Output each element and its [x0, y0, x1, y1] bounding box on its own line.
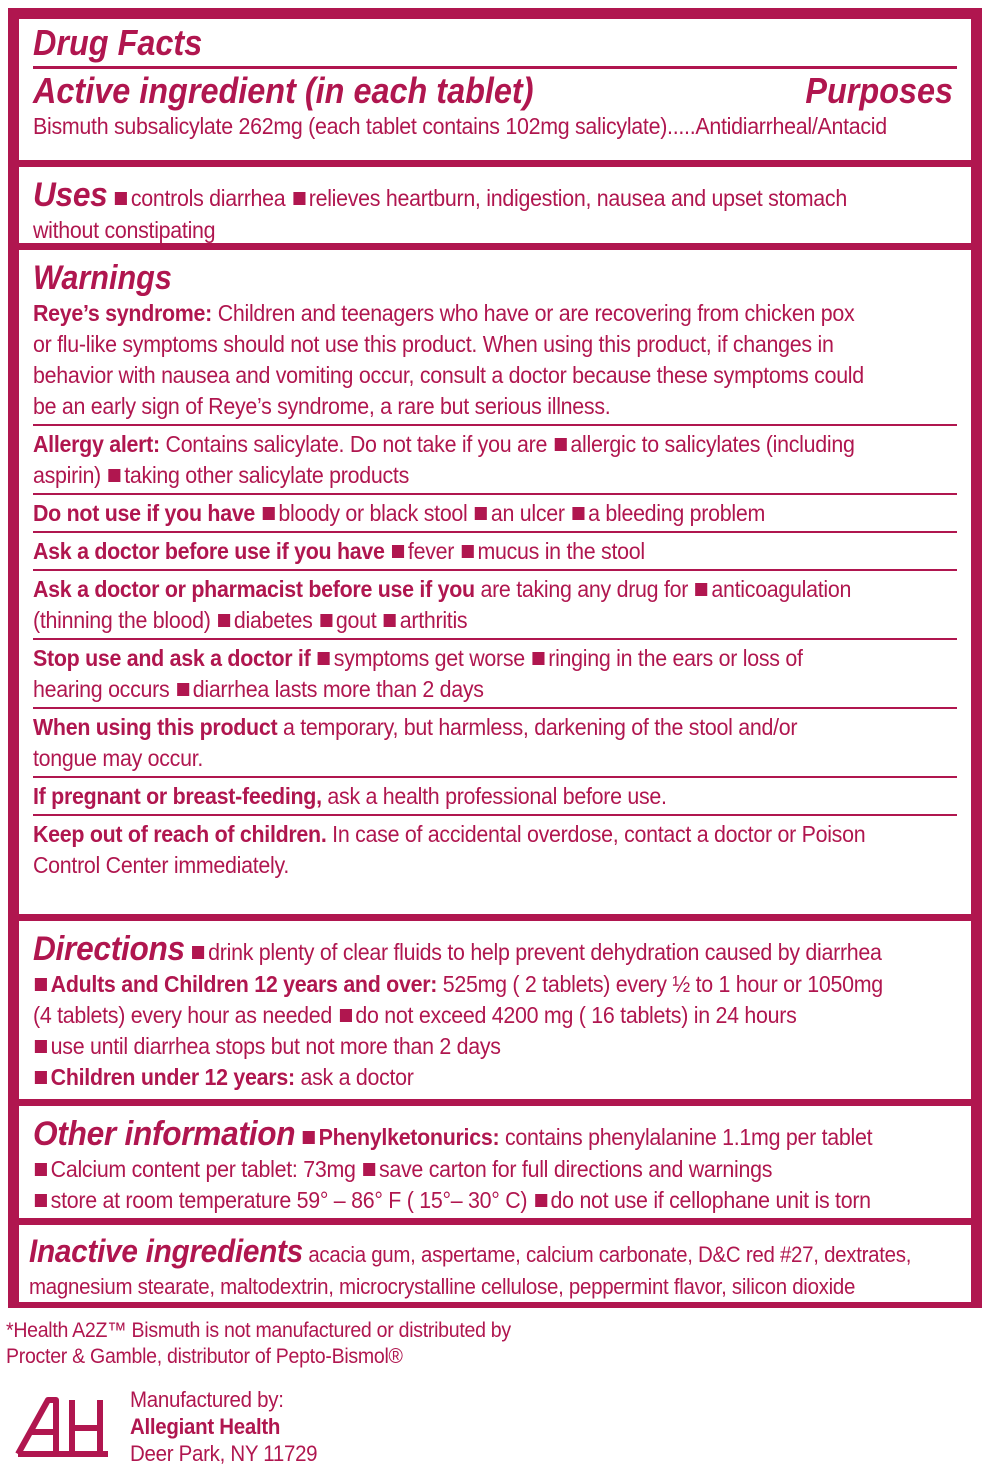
drug-facts-title: Drug Facts: [33, 22, 203, 63]
inactive-ingredients-panel: [19, 1225, 971, 1302]
bullet-icon: [318, 652, 330, 665]
adults-text: (4 tablets) every hour as needed: [33, 1002, 338, 1028]
inactive-ingredients-heading: Inactive ingredients: [29, 1233, 303, 1269]
uses-item: controls diarrhea: [130, 185, 286, 211]
manufacturer-info: [130, 1386, 331, 1467]
divider: [33, 424, 957, 426]
ask-doctor-line: [33, 536, 892, 567]
divider: [33, 66, 957, 69]
stop-use-item: ringing in the ears or loss of: [548, 645, 803, 671]
ask-pharmacist-item: diabetes: [233, 607, 313, 633]
do-not-use-item: bloody or black stool: [278, 500, 468, 526]
adults-text: 525mg ( 2 tablets) every ½ to 1 hour or 1050mg: [437, 971, 883, 997]
active-ingredient-line: Bismuth subsalicylate 262mg (each tablet contains 102mg salicylate).....Antidiarrheal/Antacid: [33, 113, 887, 139]
disclaimer-line: *Health A2Z™ Bismuth is not manufactured or distributed by: [6, 1319, 511, 1342]
reye-line: behavior with nausea and vomiting occur, consult a doctor because these symptoms could: [33, 362, 864, 388]
when-using-label: When using this product: [33, 714, 278, 740]
bullet-icon: [35, 1163, 47, 1176]
bullet-icon: [108, 469, 120, 482]
do-not-use-item: a bleeding problem: [588, 500, 766, 526]
when-using-line: [33, 712, 892, 743]
divider: [33, 531, 957, 533]
directions-item: do not exceed 4200 mg ( 16 tablets) in 24 hours: [355, 1002, 797, 1028]
bullet-icon: [293, 192, 305, 205]
allergy-line: [33, 460, 892, 491]
bullet-icon: [340, 1009, 352, 1022]
divider: [33, 638, 957, 640]
divider: [33, 776, 957, 778]
bullet-icon: [475, 507, 487, 520]
bullet-icon: [35, 1040, 47, 1053]
bullet-icon: [35, 1071, 47, 1084]
ask-doctor-label: Ask a doctor before use if you have: [33, 538, 385, 564]
active-ingredient-heading: Active ingredient (in each tablet): [33, 70, 534, 111]
ask-pharmacist-item: gout: [335, 607, 377, 633]
bullet-icon: [535, 1194, 547, 1207]
reye-text: Children and teenagers who have or are recovering from chicken pox: [212, 300, 855, 326]
bullet-icon: [320, 614, 332, 627]
uses-line-2: without constipating: [33, 217, 216, 243]
company-name: Allegiant Health: [130, 1414, 281, 1439]
when-using-text: a temporary, but harmless, darkening of the stool and/or: [277, 714, 798, 740]
other-information-heading: Other information: [33, 1115, 296, 1153]
when-using-line: tongue may occur.: [33, 745, 204, 771]
disclaimer-line: Procter & Gamble, distributor of Pepto-Bismol®: [6, 1345, 403, 1368]
inactive-line-2: magnesium stearate, maltodextrin, microcrystalline cellulose, peppermint flavor, silicon dioxide: [29, 1274, 856, 1299]
directions-item: drink plenty of clear fluids to help prevent dehydration caused by diarrhea: [208, 939, 882, 965]
stop-use-item: diarrhea lasts more than 2 days: [192, 676, 484, 702]
other-line: [33, 1154, 892, 1185]
inactive-line-1: [29, 1231, 912, 1271]
allergy-item: aspirin): [33, 462, 107, 488]
bullet-icon: [384, 614, 396, 627]
children-label: Children under 12 years:: [50, 1064, 295, 1090]
warnings-heading: Warnings: [33, 259, 172, 297]
directions-panel: [19, 921, 971, 1099]
ask-pharmacist-item: anticoagulation: [711, 576, 852, 602]
divider: [33, 493, 957, 495]
ask-doctor-item: fever: [407, 538, 455, 564]
ask-pharmacist-line: [33, 605, 892, 636]
manufactured-by-label: Manufactured by:: [130, 1387, 284, 1412]
bullet-icon: [696, 583, 708, 596]
allergy-item: taking other salicylate products: [124, 462, 409, 488]
warnings-panel: [19, 250, 971, 914]
pku-label: Phenylketonurics:: [318, 1124, 500, 1150]
pregnant-text: ask a health professional before use.: [321, 783, 667, 809]
bullet-icon: [303, 1131, 315, 1144]
other-item: save carton for full directions and warnings: [378, 1156, 773, 1182]
allergy-line: [33, 429, 892, 460]
bullet-icon: [35, 1194, 47, 1207]
bullet-icon: [555, 438, 567, 451]
bullet-icon: [115, 192, 127, 205]
do-not-use-item: an ulcer: [490, 500, 565, 526]
directions-line-1: [33, 929, 892, 969]
bullet-icon: [177, 683, 189, 696]
divider: [33, 814, 957, 816]
directions-line: [33, 969, 892, 1000]
divider: [33, 569, 957, 571]
other-line-1: [33, 1114, 892, 1154]
directions-line: [33, 1031, 892, 1062]
stop-use-item: hearing occurs: [33, 676, 176, 702]
pregnant-label: If pregnant or breast-feeding,: [33, 783, 322, 809]
stop-use-item: symptoms get worse: [333, 645, 525, 671]
reye-line: [33, 298, 892, 329]
other-information-panel: [19, 1106, 971, 1218]
bullet-icon: [392, 545, 404, 558]
bullet-icon: [572, 507, 584, 520]
reye-label: Reye’s syndrome:: [33, 300, 213, 326]
bullet-icon: [192, 946, 204, 959]
inactive-text: acacia gum, aspertame, calcium carbonate, D&C red #27, dextrates,: [302, 1242, 912, 1267]
bullet-icon: [363, 1163, 375, 1176]
do-not-use-label: Do not use if you have: [33, 500, 256, 526]
bullet-icon: [462, 545, 474, 558]
stop-use-label: Stop use and ask a doctor if: [33, 645, 311, 671]
allergy-label: Allergy alert:: [33, 431, 160, 457]
children-text: ask a doctor: [294, 1064, 414, 1090]
company-address: Deer Park, NY 11729: [130, 1441, 318, 1466]
stop-use-line: [33, 643, 892, 674]
bullet-icon: [263, 507, 275, 520]
ask-pharmacist-text: (thinning the blood): [33, 607, 217, 633]
keep-out-line: Control Center immediately.: [33, 852, 289, 878]
purposes-heading: Purposes: [805, 70, 953, 111]
keep-out-text: In case of accidental overdose, contact a doctor or Poison: [326, 821, 866, 847]
other-line: [33, 1185, 892, 1216]
ask-doctor-item: mucus in the stool: [477, 538, 645, 564]
uses-heading: Uses: [33, 176, 108, 214]
directions-item: use until diarrhea stops but not more than 2 days: [50, 1033, 501, 1059]
keep-out-label: Keep out of reach of children.: [33, 821, 327, 847]
pregnant-line: [33, 781, 892, 812]
bullet-icon: [218, 614, 230, 627]
disclaimer: [6, 1318, 706, 1370]
ask-pharmacist-item: arthritis: [399, 607, 468, 633]
uses-item: relieves heartburn, indigestion, nausea and upset stomach: [308, 185, 847, 211]
reye-line: be an early sign of Reye’s syndrome, a rare but serious illness.: [33, 393, 611, 419]
active-heading-row: [33, 71, 957, 111]
do-not-use-line: [33, 498, 892, 529]
directions-heading: Directions: [33, 930, 185, 968]
ask-pharmacist-line: [33, 574, 892, 605]
directions-line: [33, 1000, 892, 1031]
allegiant-health-logo-icon: [12, 1388, 112, 1460]
active-ingredient-panel: [19, 19, 971, 160]
bullet-icon: [532, 652, 544, 665]
bullet-icon: [35, 978, 47, 991]
drug-facts-label: [8, 8, 982, 1308]
allergy-item: allergic to salicylates (including: [570, 431, 855, 457]
ask-pharmacist-text: are taking any drug for: [474, 576, 694, 602]
other-item: Calcium content per tablet: 73mg: [50, 1156, 356, 1182]
reye-line: or flu-like symptoms should not use this product. When using this product, if changes in: [33, 331, 834, 357]
divider: [33, 707, 957, 709]
uses-panel: [19, 167, 971, 243]
uses-line-1: [33, 175, 892, 215]
directions-line: [33, 1062, 892, 1093]
ask-pharmacist-label: Ask a doctor or pharmacist before use if you: [33, 576, 475, 602]
keep-out-line: [33, 819, 892, 850]
allergy-text: Contains salicylate. Do not take if you are: [159, 431, 553, 457]
other-item: store at room temperature 59° – 86° F ( 15°– 30° C): [50, 1187, 528, 1213]
other-item: do not use if cellophane unit is torn: [550, 1187, 871, 1213]
stop-use-line: [33, 674, 892, 705]
adults-label: Adults and Children 12 years and over:: [50, 971, 438, 997]
pku-text: contains phenylalanine 1.1mg per tablet: [499, 1124, 873, 1150]
